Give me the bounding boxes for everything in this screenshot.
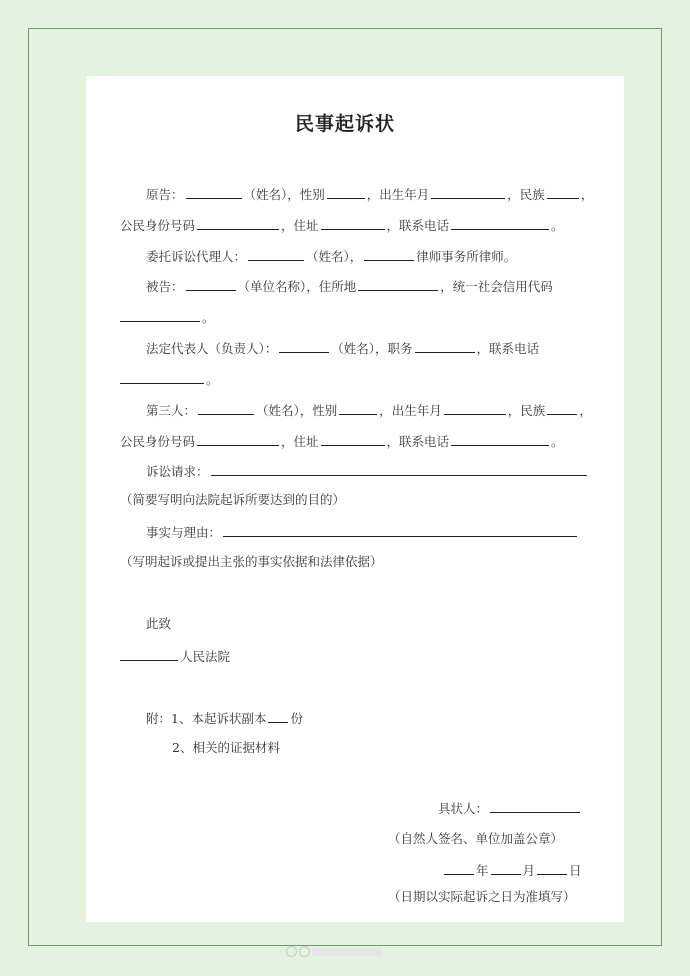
- third-party-phone-label: ，联系电话: [386, 434, 450, 449]
- agent-line: [146, 248, 516, 265]
- third-party-id-blank: [197, 433, 279, 446]
- defendant-line-2: [120, 309, 215, 326]
- third-party-comma: ，: [579, 403, 592, 418]
- third-party-line-2: [120, 433, 564, 450]
- claims-line: [146, 463, 589, 480]
- defendant-label: 被告：: [146, 279, 184, 294]
- third-party-birth-blank: [444, 402, 506, 415]
- legal-rep-end: 。: [206, 372, 219, 387]
- plaintiff-id-label: 公民身份号码: [120, 218, 196, 233]
- agent-firm-label: 律师事务所律师。: [416, 249, 517, 264]
- facts-blank: [223, 524, 577, 537]
- third-party-ethnic-label: ，民族: [507, 403, 546, 418]
- plaintiff-end: 。: [551, 218, 564, 233]
- defendant-address-blank: [358, 278, 438, 291]
- agent-firm-blank: [364, 248, 414, 261]
- agent-label: 委托诉讼代理人：: [146, 249, 247, 264]
- plaintiff-phone-label: ，联系电话: [386, 218, 450, 233]
- plaintiff-phone-blank: [451, 217, 549, 230]
- attachment-label: 附：1、本起诉状副本: [146, 711, 267, 726]
- plaintiff-line-2: [120, 217, 564, 234]
- defendant-line-1: [146, 278, 553, 295]
- third-party-name-suffix: （姓名），性别: [256, 403, 338, 418]
- month-label: 月: [522, 863, 536, 878]
- date-line: [444, 862, 582, 879]
- claims-label: 诉讼请求：: [146, 464, 209, 479]
- day-blank: [537, 862, 567, 875]
- legal-rep-line-1: [146, 340, 539, 357]
- plaintiff-name-suffix: （姓名），性别: [243, 187, 325, 202]
- month-blank: [491, 862, 521, 875]
- third-party-ethnic-blank: [547, 402, 577, 415]
- defendant-end: 。: [202, 310, 215, 325]
- plaintiff-birth-label: ，出生年月: [366, 187, 430, 202]
- defendant-credit-blank: [120, 309, 200, 322]
- legal-rep-line-2: [120, 371, 219, 388]
- closing-court-line: [120, 648, 230, 665]
- defendant-credit-label: ，统一社会信用代码: [440, 279, 553, 294]
- plaintiff-name-blank: [186, 186, 242, 199]
- signature-line: [438, 800, 582, 817]
- date-note: （日期以实际起诉之日为准填写）: [388, 889, 576, 904]
- court-label: 人民法院: [180, 649, 231, 664]
- third-party-birth-label: ，出生年月: [379, 403, 442, 418]
- facts-note: （写明起诉或提出主张的事实依据和法律依据）: [120, 554, 383, 569]
- third-party-gender-blank: [339, 402, 377, 415]
- third-party-phone-blank: [451, 433, 549, 446]
- year-blank: [444, 862, 474, 875]
- third-party-address-blank: [321, 433, 385, 446]
- facts-label: 事实与理由：: [146, 525, 222, 540]
- facts-line: [146, 524, 579, 541]
- attachment-line-1: [146, 710, 303, 727]
- plaintiff-address-blank: [321, 217, 385, 230]
- plaintiff-comma: ，: [580, 187, 594, 202]
- plaintiff-line-1: [146, 186, 593, 203]
- document-title: 民事起诉状: [294, 113, 395, 135]
- agent-name-blank: [248, 248, 304, 261]
- legal-rep-title-blank: [415, 340, 475, 353]
- third-party-name-blank: [198, 402, 254, 415]
- claims-note: （简要写明向法院起诉所要达到的目的）: [120, 492, 346, 507]
- third-party-line-1: [146, 402, 592, 419]
- claims-blank: [211, 463, 587, 476]
- court-name-blank: [120, 648, 178, 661]
- third-party-id-label: 公民身份号码: [120, 434, 196, 449]
- legal-rep-phone-blank: [120, 371, 204, 384]
- third-party-end: 。: [551, 434, 564, 449]
- defendant-unit-blank: [186, 278, 236, 291]
- legal-rep-name-blank: [279, 340, 329, 353]
- plaintiff-birth-blank: [431, 186, 505, 199]
- third-party-address-label: ，住址: [281, 434, 319, 449]
- legal-rep-phone-label: ，联系电话: [476, 341, 540, 356]
- third-party-label: 第三人：: [146, 403, 197, 418]
- watermark-logo: [286, 946, 406, 960]
- attachment-line-2: 2、相关的证据材料: [172, 740, 280, 755]
- plaintiff-gender-blank: [327, 186, 365, 199]
- attachment-copies-blank: [268, 710, 288, 723]
- plaintiff-id-blank: [197, 217, 279, 230]
- signature-label: 具状人：: [438, 801, 489, 816]
- day-label: 日: [569, 863, 582, 878]
- attachment-unit: 份: [290, 711, 303, 726]
- plaintiff-label: 原告：: [146, 187, 184, 202]
- closing-to: 此致: [146, 616, 172, 631]
- agent-name-suffix: （姓名），: [306, 249, 363, 264]
- year-label: 年: [476, 863, 489, 878]
- signature-blank: [490, 800, 580, 813]
- plaintiff-ethnic-blank: [547, 186, 579, 199]
- signature-note: （自然人签名、单位加盖公章）: [388, 831, 564, 846]
- legal-rep-name-label: （姓名），职务: [331, 341, 413, 356]
- plaintiff-ethnic-label: ，民族: [507, 187, 545, 202]
- legal-rep-label: 法定代表人（负责人）：: [146, 341, 278, 356]
- defendant-unit-label: （单位名称），住所地: [237, 279, 357, 294]
- plaintiff-address-label: ，住址: [281, 218, 319, 233]
